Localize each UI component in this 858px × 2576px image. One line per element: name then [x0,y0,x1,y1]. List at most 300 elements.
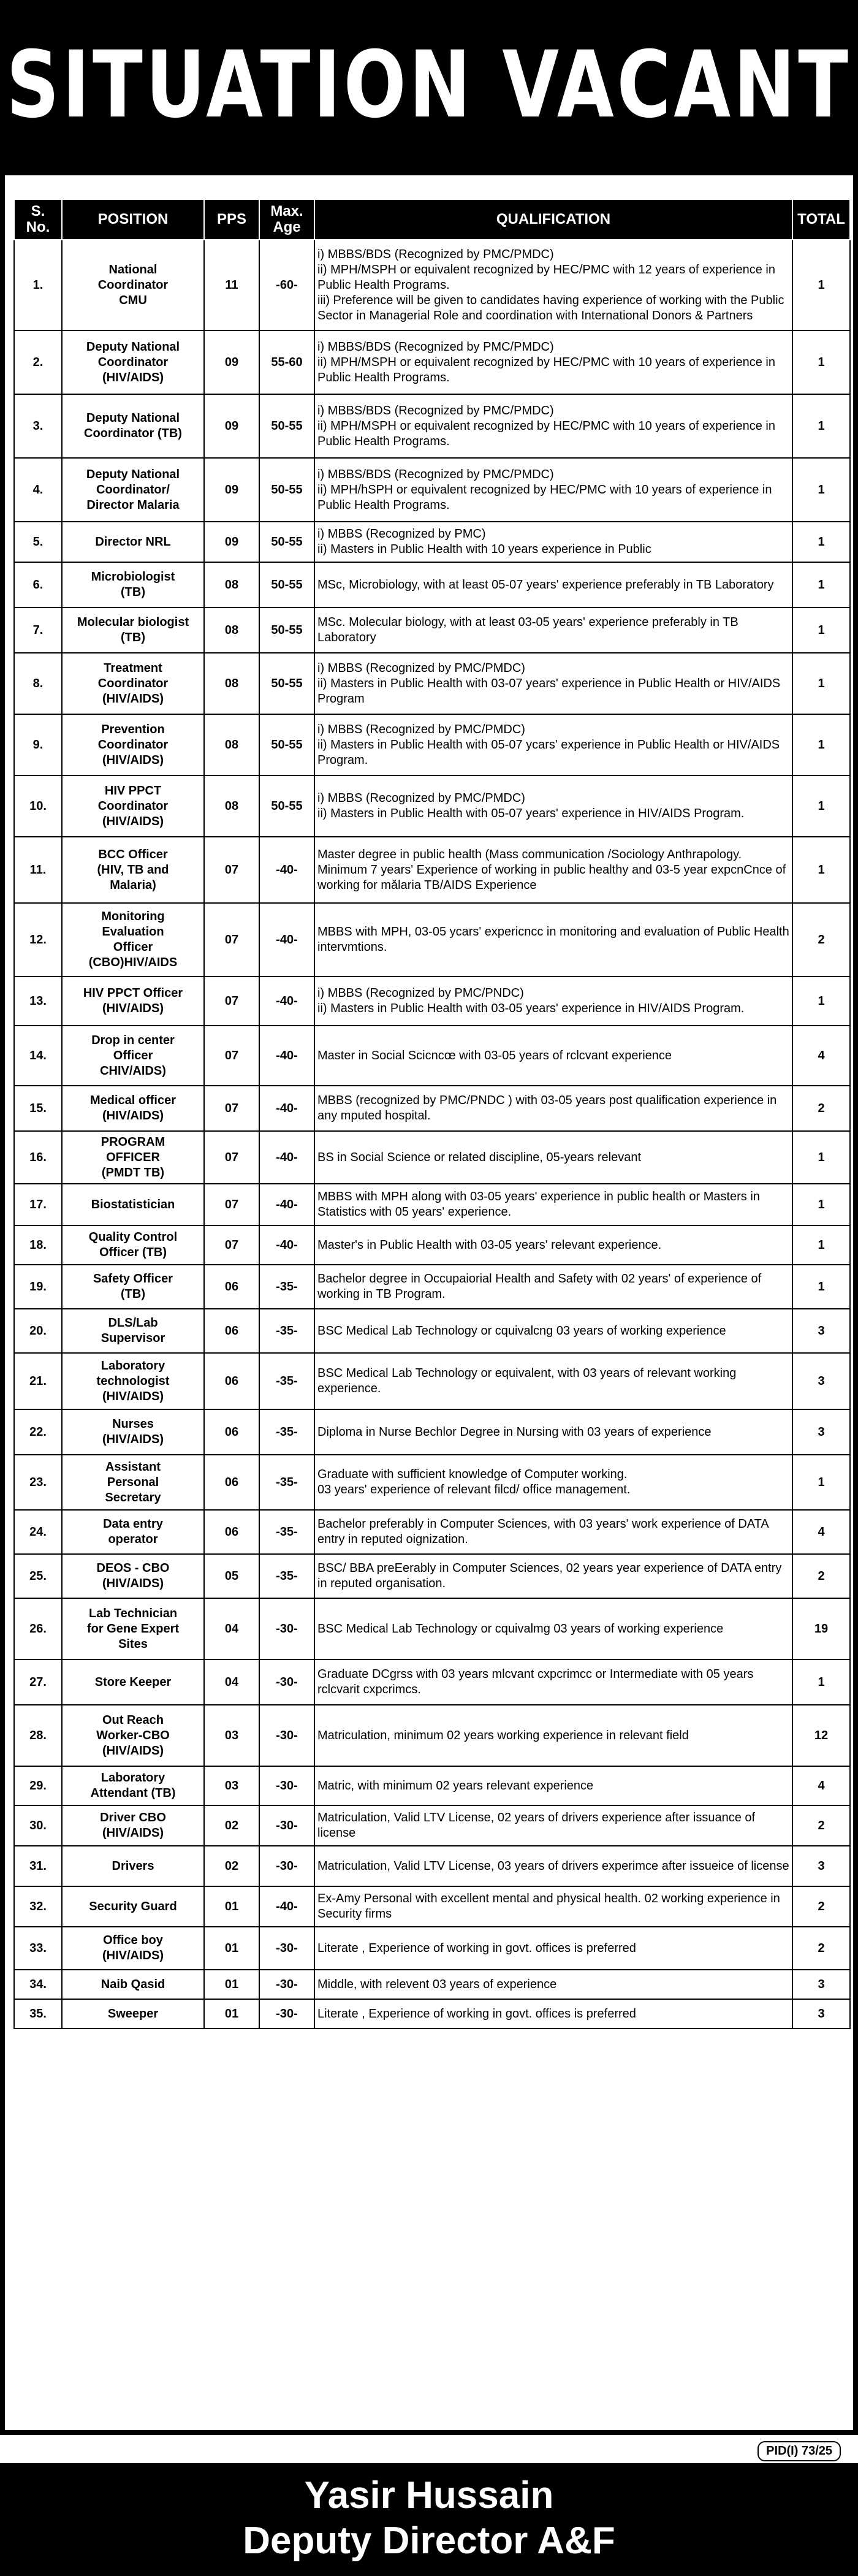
qualification-cell [314,1026,792,1086]
max-age-cell: -40- [259,1086,314,1131]
serial-number-cell: 8. [14,653,62,714]
pps-cell: 02 [204,1805,259,1846]
table-row [14,1805,850,1846]
position-line: Sweeper [107,2006,159,2021]
position-line: Drop in center [91,1033,175,1047]
position-line: Deputy National [86,467,180,481]
advert-title: SITUATION VACANT [6,32,852,139]
position-cell [62,1309,204,1353]
position-cell [62,608,204,653]
pps-cell: 09 [204,330,259,394]
pps-cell: 03 [204,1705,259,1766]
position-cell [62,1131,204,1184]
col-header-age-line1: Max. [270,202,303,219]
qualification-cell [314,1131,792,1184]
position-line: Malaria) [110,878,156,892]
max-age-cell: -35- [259,1353,314,1409]
position-cell [62,1225,204,1265]
qualification-line: ii) MPH/MSPH or equivalent recognized by HEC/PMC with 12 years of experience in Public Health Programs. [317,262,775,292]
position-line: (HIV/AIDS) [102,1433,164,1446]
pps-cell: 01 [204,1970,259,1999]
position-line: (HIV/AIDS) [102,692,164,706]
max-age-cell: -30- [259,1598,314,1660]
max-age-cell: -30- [259,1766,314,1805]
position-line: Treatment [104,661,162,675]
position-line: Molecular biologist [77,615,189,629]
position-cell [62,1846,204,1886]
total-posts-cell: 1 [792,1131,850,1184]
position-line: (CBO)HIV/AIDS [88,956,178,969]
max-age-cell: -30- [259,1970,314,1999]
pps-cell: 07 [204,1184,259,1225]
table-row [14,1554,850,1598]
total-posts-cell: 12 [792,1705,850,1766]
max-age-cell: -30- [259,1999,314,2029]
pps-cell: 08 [204,775,259,837]
position-line: Supervisor [101,1332,165,1345]
pps-cell: 07 [204,1086,259,1131]
qualification-cell [314,1309,792,1353]
table-row [14,1999,850,2029]
qualification-cell [314,562,792,608]
position-line: (HIV/AIDS) [102,753,164,767]
position-line: Deputy National [86,340,180,354]
qualification-cell [314,1554,792,1598]
position-cell [62,1705,204,1766]
pps-cell: 11 [204,240,259,330]
advert-footer [0,2463,858,2576]
pps-cell: 09 [204,522,259,562]
total-posts-cell: 1 [792,562,850,608]
qualification-line: i) MBBS/BDS (Recognized by PMC/PMDC) [317,247,554,261]
qualification-cell [314,1409,792,1455]
pps-cell: 03 [204,1766,259,1805]
qualification-line: Bachelor degree in Occupaiorial Health and Safety with 02 years' of experience of working in TB Program. [317,1272,762,1301]
table-row [14,1265,850,1309]
qualification-cell [314,1265,792,1309]
qualification-cell [314,977,792,1026]
position-line: Sites [118,1637,148,1651]
position-line: OFFICER [106,1150,160,1164]
table-row [14,522,850,562]
vacancy-table-frame [0,170,858,2435]
qualification-line: BS in Social Science or related discipline, 05-years relevant [317,1150,642,1164]
col-header-pps: PPS [204,199,259,240]
table-row [14,1510,850,1554]
position-cell [62,1970,204,1999]
serial-number-cell: 9. [14,714,62,775]
qualification-cell [314,1598,792,1660]
qualification-line: Matric, with minimum 02 years relevant experience [317,1778,594,1793]
serial-number-cell: 35. [14,1999,62,2029]
position-line: Coordinator/ [96,482,170,497]
table-row [14,240,850,330]
serial-number-cell: 5. [14,522,62,562]
position-line: Security Guard [89,1899,177,1913]
position-line: Officer (TB) [99,1246,167,1259]
serial-number-cell: 18. [14,1225,62,1265]
pps-cell: 01 [204,1999,259,2029]
pps-cell: 06 [204,1510,259,1554]
col-header-sno-line2: No. [26,219,50,235]
qualification-cell [314,458,792,522]
serial-number-cell: 13. [14,977,62,1026]
qualification-cell [314,330,792,394]
qualification-line: Master's in Public Health with 03-05 years' relevant experience. [317,1238,662,1252]
position-line: Coordinator [97,737,169,752]
position-cell [62,1353,204,1409]
serial-number-cell: 32. [14,1886,62,1927]
max-age-cell: -40- [259,1184,314,1225]
max-age-cell: -40- [259,837,314,903]
qualification-line: Bachelor preferably in Computer Sciences, with 03 years' work experience of DATA entry in reputed oignization. [317,1517,769,1546]
max-age-cell: 50-55 [259,653,314,714]
position-cell [62,903,204,977]
max-age-cell: 50-55 [259,394,314,458]
table-row [14,394,850,458]
total-posts-cell: 3 [792,1846,850,1886]
total-posts-cell: 1 [792,653,850,714]
table-row [14,1705,850,1766]
qualification-line: 03 years' experience of relevant filcd/ office management. [317,1483,631,1496]
qualification-line: Master degree in public health (Mass communication /Sociology Anthrapology. Minimum 7 years' Experience of working in public healthy and 03-5 year expcnCnce of working for mălaria TB/AIDS Experience [317,847,786,892]
position-line: operator [108,1533,158,1546]
table-row [14,837,850,903]
max-age-cell: -35- [259,1265,314,1309]
position-cell [62,1026,204,1086]
pps-cell: 01 [204,1927,259,1970]
table-row [14,1927,850,1970]
position-cell [62,977,204,1026]
table-body [14,240,850,2029]
serial-number-cell: 1. [14,240,62,330]
position-line: for Gene Expert [86,1621,180,1636]
position-cell [62,714,204,775]
position-line: Safety Officer [93,1272,173,1286]
serial-number-cell: 3. [14,394,62,458]
max-age-cell: -35- [259,1409,314,1455]
total-posts-cell: 1 [792,714,850,775]
position-line: Coordinator (TB) [84,427,182,440]
qualification-cell [314,1225,792,1265]
serial-number-cell: 27. [14,1660,62,1705]
max-age-cell: -35- [259,1455,314,1510]
qualification-cell [314,903,792,977]
table-row [14,1598,850,1660]
position-line: Evaluation [102,925,164,939]
table-row [14,1086,850,1131]
serial-number-cell: 12. [14,903,62,977]
qualification-cell [314,1660,792,1705]
serial-number-cell: 34. [14,1970,62,1999]
qualification-cell [314,1184,792,1225]
pps-cell: 06 [204,1353,259,1409]
qualification-cell [314,714,792,775]
total-posts-cell: 1 [792,775,850,837]
position-line: (HIV/AIDS) [102,814,164,828]
total-posts-cell: 1 [792,1265,850,1309]
qualification-line: Master in Social Scicncœ with 03-05 years of rclcvant experience [317,1048,672,1062]
table-row [14,903,850,977]
qualification-line: i) MBBS (Recognized by PMC) [317,527,486,541]
qualification-line: ii) Masters in Public Health with 03-05 years' experience in HIV/AIDS Program. [317,1002,745,1015]
qualification-cell [314,653,792,714]
total-posts-cell: 1 [792,522,850,562]
total-posts-cell: 4 [792,1510,850,1554]
pps-cell: 08 [204,562,259,608]
table-row [14,458,850,522]
max-age-cell: 50-55 [259,608,314,653]
position-line: DEOS - CBO [96,1561,170,1575]
table-row [14,1846,850,1886]
pps-cell: 06 [204,1265,259,1309]
pps-cell: 07 [204,837,259,903]
qualification-line: Matriculation, Valid LTV License, 03 years of drivers experimce after issueice of license [317,1859,789,1873]
position-cell [62,330,204,394]
pps-cell: 04 [204,1598,259,1660]
position-line: Officer [113,1048,153,1062]
qualification-cell [314,522,792,562]
position-line: (TB) [121,631,145,644]
serial-number-cell: 24. [14,1510,62,1554]
position-line: BCC Officer [98,847,168,861]
serial-number-cell: 11. [14,837,62,903]
position-line: Monitoring [101,910,165,923]
total-posts-cell: 3 [792,1409,850,1455]
serial-number-cell: 2. [14,330,62,394]
position-line: (TB) [121,585,145,599]
pps-cell: 09 [204,394,259,458]
qualification-line: ii) Masters in Public Health with 10 years experience in Public [317,543,651,556]
serial-number-cell: 21. [14,1353,62,1409]
qualification-line: Graduate with sufficient knowledge of Computer working. [317,1468,628,1481]
position-cell [62,1660,204,1705]
position-line: Biostatistician [91,1197,175,1211]
position-cell [62,1766,204,1805]
position-cell [62,1999,204,2029]
serial-number-cell: 17. [14,1184,62,1225]
max-age-cell: -35- [259,1510,314,1554]
table-row [14,1660,850,1705]
pid-badge: PID(I) 73/25 [757,2441,841,2461]
position-line: Driver CBO [100,1811,166,1824]
total-posts-cell: 2 [792,1554,850,1598]
position-line: Assistant [105,1460,161,1474]
qualification-line: MBBS with MPH along with 03-05 years' experience in public health or Masters in Statistics with 05 years' experience. [317,1190,760,1219]
position-line: National [108,262,158,276]
table-header-row [14,199,850,240]
qualification-line: ii) MPH/MSPH or equivalent recognized by HEC/PMC with 10 years of experience in Public Health Programs. [317,419,775,448]
position-line: Coordinator [97,278,169,292]
pps-cell: 06 [204,1455,259,1510]
position-cell [62,775,204,837]
table-row [14,775,850,837]
qualification-line: i) MBBS/BDS (Recognized by PMC/PMDC) [317,403,554,417]
serial-number-cell: 7. [14,608,62,653]
position-line: (HIV/AIDS) [102,1109,164,1122]
position-line: Secretary [105,1490,161,1504]
table-row [14,1026,850,1086]
qualification-line: MBBS with MPH, 03-05 ycars' expericncc in monitoring and evaluation of Public Health intervmtions. [317,925,789,954]
qualification-line: ii) Masters in Public Health with 05-07 ycars' experience in Public Health or HIV/AIDS Program. [317,737,780,767]
position-cell [62,562,204,608]
max-age-cell: 50-55 [259,714,314,775]
serial-number-cell: 31. [14,1846,62,1886]
pps-cell: 02 [204,1846,259,1886]
pps-cell: 06 [204,1309,259,1353]
table-row [14,977,850,1026]
qualification-line: i) MBBS (Recognized by PMC/PNDC) [317,986,524,1000]
position-line: Coordinator [97,355,169,369]
max-age-cell: -35- [259,1554,314,1598]
max-age-cell: -40- [259,1131,314,1184]
position-line: Laboratory [101,1771,165,1785]
position-line: Store Keeper [94,1675,172,1689]
qualification-line: BSC/ BBA preEerably in Computer Sciences, 02 years year experience of DATA entry in reputed organisation. [317,1561,782,1590]
qualification-cell [314,1455,792,1510]
col-header-qualification: QUALIFICATION [314,199,792,240]
serial-number-cell: 26. [14,1598,62,1660]
qualification-line: i) MBBS (Recognized by PMC/PMDC) [317,661,525,675]
table-row [14,608,850,653]
qualification-cell [314,1999,792,2029]
total-posts-cell: 1 [792,1184,850,1225]
position-line: (HIV/AIDS) [102,1743,164,1758]
serial-number-cell: 19. [14,1265,62,1309]
pps-cell: 07 [204,1026,259,1086]
position-cell [62,458,204,522]
total-posts-cell: 1 [792,394,850,458]
position-cell [62,1265,204,1309]
qualification-cell [314,1970,792,1999]
qualification-line: i) MBBS/BDS (Recognized by PMC/PMDC) [317,340,554,354]
max-age-cell: -30- [259,1705,314,1766]
serial-number-cell: 6. [14,562,62,608]
serial-number-cell: 29. [14,1766,62,1805]
col-header-age [259,199,314,240]
max-age-cell: 50-55 [259,562,314,608]
position-line: Office boy [103,1934,163,1947]
serial-number-cell: 16. [14,1131,62,1184]
qualification-line: i) MBBS (Recognized by PMC/PMDC) [317,722,525,736]
total-posts-cell: 3 [792,1353,850,1409]
serial-number-cell: 4. [14,458,62,522]
position-cell [62,1409,204,1455]
serial-number-cell: 14. [14,1026,62,1086]
qualification-line: ii) MPH/hSPH or equivalent recognized by HEC/PMC with 10 years of experience in Public Health Programs. [317,482,772,512]
max-age-cell: 50-55 [259,522,314,562]
position-line: Personal [107,1475,159,1489]
position-line: Data entry [103,1517,163,1531]
position-line: Attendant (TB) [90,1786,176,1800]
position-line: (HIV/AIDS) [102,370,164,384]
qualification-cell [314,1510,792,1554]
position-line: (HIV/AIDS) [102,1389,164,1403]
position-cell [62,1086,204,1131]
total-posts-cell: 4 [792,1026,850,1086]
position-line: Coordinator [97,676,169,690]
max-age-cell: -35- [259,1309,314,1353]
position-line: Worker-CBO [96,1728,170,1742]
position-line: HIV PPCT Officer [83,986,183,1000]
position-line: (HIV, TB and [97,863,169,877]
qualification-cell [314,775,792,837]
total-posts-cell: 3 [792,1999,850,2029]
position-line: (HIV/AIDS) [102,1949,164,1962]
qualification-line: Diploma in Nurse Bechlor Degree in Nursing with 03 years of experience [317,1425,712,1439]
position-line: (TB) [121,1287,145,1301]
pps-cell: 08 [204,653,259,714]
total-posts-cell: 1 [792,837,850,903]
qualification-cell [314,394,792,458]
total-posts-cell: 2 [792,1886,850,1927]
qualification-line: BSC Medical Lab Technology or equivalent, with 03 years of relevant working experience. [317,1366,737,1395]
table-row [14,1353,850,1409]
total-posts-cell: 1 [792,458,850,522]
col-header-position: POSITION [62,199,204,240]
serial-number-cell: 33. [14,1927,62,1970]
total-posts-cell: 2 [792,903,850,977]
advert-header [0,0,858,170]
pps-cell: 08 [204,608,259,653]
max-age-cell: 50-55 [259,458,314,522]
serial-number-cell: 10. [14,775,62,837]
position-line: Microbiologist [91,570,175,584]
pps-cell: 07 [204,977,259,1026]
qualification-cell [314,837,792,903]
signatory-title: Deputy Director A&F [243,2520,615,2563]
pps-cell: 09 [204,458,259,522]
total-posts-cell: 19 [792,1598,850,1660]
table-row [14,1309,850,1353]
position-cell [62,522,204,562]
pps-cell: 07 [204,1131,259,1184]
total-posts-cell: 1 [792,330,850,394]
col-header-sno-line1: S. [31,202,45,219]
position-line: (PMDT TB) [101,1165,165,1179]
table-row [14,1225,850,1265]
qualification-cell [314,1886,792,1927]
table-row [14,1131,850,1184]
position-line: technologist [96,1374,170,1388]
qualification-line: MSc, Microbiology, with at least 05-07 years' experience preferably in TB Laboratory [317,577,774,592]
qualification-cell [314,1353,792,1409]
table-row [14,653,850,714]
position-cell [62,653,204,714]
serial-number-cell: 30. [14,1805,62,1846]
table-row [14,330,850,394]
qualification-line: Matriculation, Valid LTV License, 02 years of drivers experience after issuance of license [317,1811,756,1840]
qualification-line: MBBS (recognized by PMC/PNDC ) with 03-05 years post qualification experience in any mputed hospital. [317,1094,777,1122]
total-posts-cell: 3 [792,1309,850,1353]
qualification-line: iii) Preference will be given to candidates having experience of working with the Public Sector in Managerial Role and coordination with International Donors & Partners [317,293,784,322]
pps-cell: 07 [204,903,259,977]
max-age-cell: -40- [259,1886,314,1927]
position-line: Director Malaria [86,498,180,512]
serial-number-cell: 28. [14,1705,62,1766]
serial-number-cell: 15. [14,1086,62,1131]
position-line: Nurses [112,1417,154,1431]
max-age-cell: -40- [259,977,314,1026]
max-age-cell: -40- [259,903,314,977]
vacancy-table [13,199,851,2029]
position-cell [62,1598,204,1660]
position-line: Laboratory [101,1358,165,1373]
pps-cell: 05 [204,1554,259,1598]
position-line: (HIV/AIDS) [102,1002,164,1015]
table-row [14,1766,850,1805]
total-posts-cell: 1 [792,1660,850,1705]
